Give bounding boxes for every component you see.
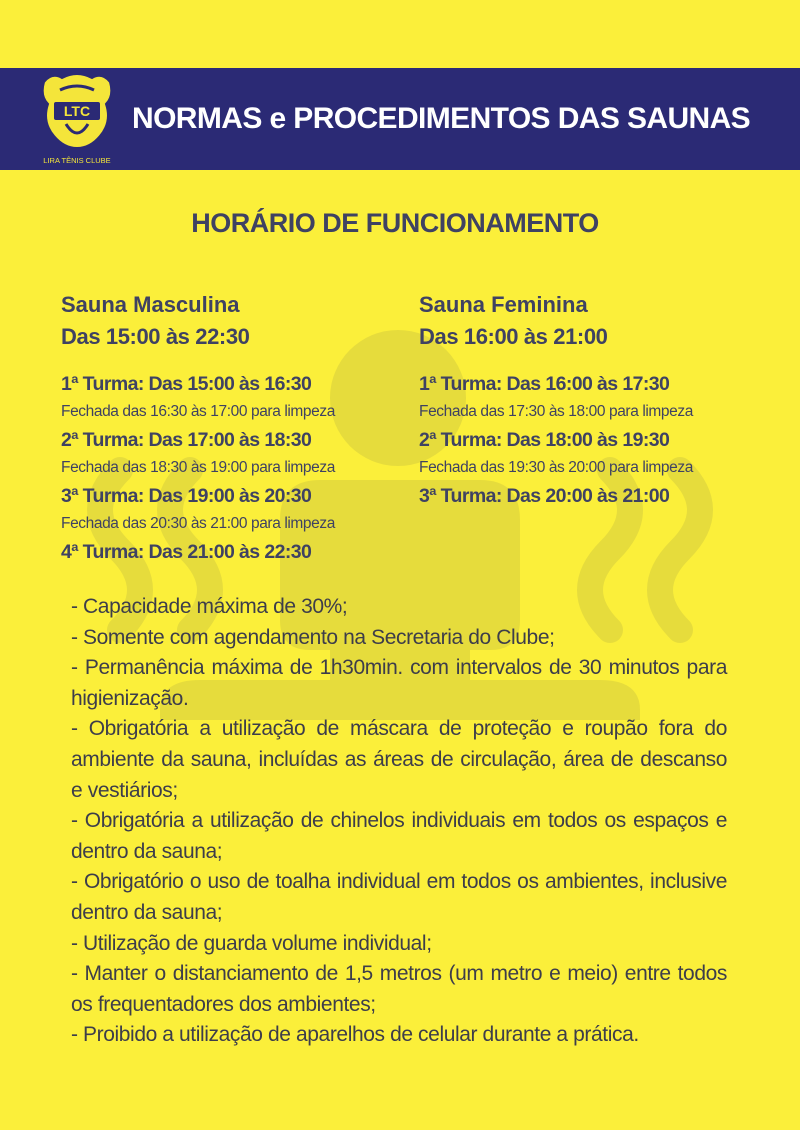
rule-item: - Obrigatório o uso de toalha individual em todos os ambientes, inclusive dentro da sauna; [71,870,727,924]
page-title: NORMAS e PROCEDIMENTOS DAS SAUNAS [132,102,751,135]
header-bar [0,68,800,170]
rule-item: - Manter o distanciamento de 1,5 metros (um metro e meio) entre todos os frequentadores dos ambientes; [71,962,727,1016]
session-slot: 2ª Turma: Das 17:00 às 18:30 [61,429,312,451]
logo-text: LTC [63,103,91,119]
sauna-hours: Das 16:00 às 21:00 [419,324,608,349]
logo-caption: LIRA TÊNIS CLUBE [43,156,111,165]
rule-item: - Obrigatória a utilização de máscara de proteção e roupão fora do ambiente da sauna, incluídas as áreas de circulação, área de descanso e vestiários; [71,717,727,802]
rule-item: - Capacidade máxima de 30%; [71,595,348,618]
rule-item: - Obrigatória a utilização de chinelos individuais em todos os espaços e dentro da sauna; [71,809,727,863]
session-slot: 1ª Turma: Das 16:00 às 17:30 [419,373,670,395]
sauna-feminina-column [419,290,759,510]
rule-item: - Permanência máxima de 1h30min. com intervalos de 30 minutos para higienização. [71,656,727,710]
schedule-heading: HORÁRIO DE FUNCIONAMENTO [191,208,599,238]
session-slot: 3ª Turma: Das 20:00 às 21:00 [419,485,670,507]
rule-item: - Utilização de guarda volume individual; [71,931,432,955]
cleaning-notice: Fechada das 18:30 às 19:00 para limpeza [61,459,335,476]
cleaning-notice: Fechada das 17:30 às 18:00 para limpeza [419,403,693,420]
session-slot: 3ª Turma: Das 19:00 às 20:30 [61,485,312,507]
sauna-name: Sauna Feminina [419,292,588,317]
session-slot: 2ª Turma: Das 18:00 às 19:30 [419,429,670,451]
sauna-masculina-column [61,290,401,566]
lira-tenis-clube-logo-icon [38,72,116,168]
rules-list [71,592,727,1051]
cleaning-notice: Fechada das 20:30 às 21:00 para limpeza [61,515,335,532]
sauna-name: Sauna Masculina [61,292,240,317]
sauna-hours: Das 15:00 às 22:30 [61,324,250,349]
session-slot: 4ª Turma: Das 21:00 às 22:30 [61,541,312,563]
rule-item: - Somente com agendamento na Secretaria do Clube; [71,625,555,649]
rule-item: - Proibido a utilização de aparelhos de celular durante a prática. [71,1023,639,1047]
session-slot: 1ª Turma: Das 15:00 às 16:30 [61,373,312,395]
cleaning-notice: Fechada das 19:30 às 20:00 para limpeza [419,459,693,476]
cleaning-notice: Fechada das 16:30 às 17:00 para limpeza [61,403,335,420]
